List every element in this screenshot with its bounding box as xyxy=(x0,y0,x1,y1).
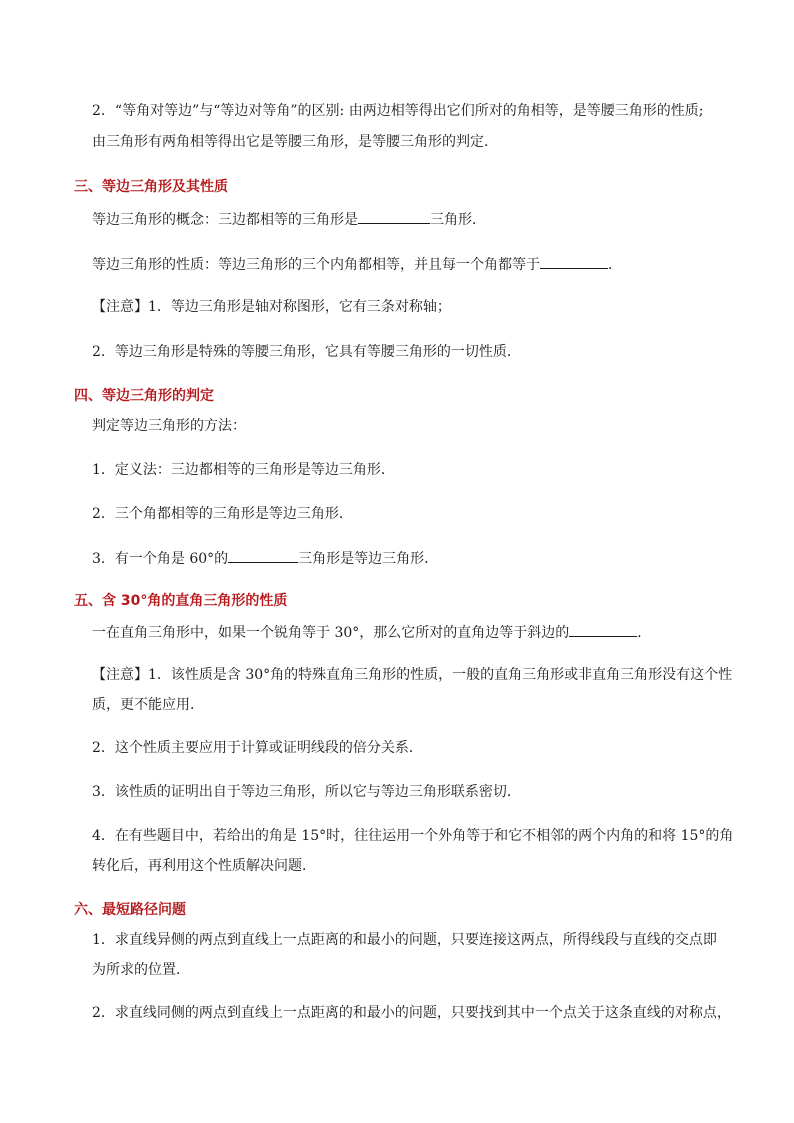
note-line: 转化后，再利用这个性质解决问题． xyxy=(92,858,316,874)
statement-line xyxy=(92,621,651,643)
paragraph-line: 2．求直线同侧的两点到直线上一点距离的和最小的问题，只要找到其中一个点关于这条直线的对称点， xyxy=(92,1005,731,1021)
concept-text-end: 三角形． xyxy=(430,212,486,228)
note-line: 【注意】1．该性质是含 30°角的特殊直角三角形的性质，一般的直角三角形或非直角三角形没有这个性 xyxy=(92,667,733,683)
fill-blank xyxy=(569,621,637,637)
section-heading-5: 五、含 30°角的直角三角形的性质 xyxy=(74,593,288,609)
note-line: 4．在有些题目中，若给出的角是 15°时，往往运用一个外角等于和它不相邻的两个内角的和将 15°的角 xyxy=(92,828,734,844)
concept-line xyxy=(92,208,486,230)
paragraph-line: 由三角形有两角相等得出它是等腰三角形，是等腰三角形的判定． xyxy=(92,134,498,150)
paragraph-line: 2．“等角对等边”与“等边对等角”的区别: 由两边相等得出它们所对的角相等，是等腰三角形的性质; xyxy=(92,103,704,119)
section-heading-4: 四、等边三角形的判定 xyxy=(74,388,214,404)
paragraph-line: 判定等边三角形的方法： xyxy=(92,418,246,434)
fill-blank xyxy=(540,253,608,269)
paragraph-line: 为所求的位置． xyxy=(92,962,190,978)
fill-blank xyxy=(358,208,430,224)
section-heading-6: 六、最短路径问题 xyxy=(74,902,186,918)
property-text-end: ． xyxy=(608,257,622,273)
note-line: 质，更不能应用． xyxy=(92,697,204,713)
method-line xyxy=(92,547,438,569)
property-line xyxy=(92,253,622,275)
method-line: 1．定义法：三边都相等的三角形是等边三角形． xyxy=(92,462,395,478)
statement-text: 一在直角三角形中，如果一个锐角等于 30°，那么它所对的直角边等于斜边的 xyxy=(92,625,570,641)
section-heading-3: 三、等边三角形及其性质 xyxy=(74,179,228,195)
method-text-end: 三角形是等边三角形． xyxy=(298,551,439,567)
note-line: 【注意】1．等边三角形是轴对称图形，它有三条对称轴； xyxy=(92,299,451,315)
statement-text-end: ． xyxy=(637,625,652,641)
note-line: 2．这个性质主要应用于计算或证明线段的倍分关系． xyxy=(92,740,423,756)
method-line: 2．三个角都相等的三角形是等边三角形． xyxy=(92,506,353,522)
paragraph-line: 1．求直线异侧的两点到直线上一点距离的和最小的问题，只要连接这两点，所得线段与直线的交点即 xyxy=(92,932,717,948)
note-line: 3．该性质的证明出自于等边三角形，所以它与等边三角形联系密切． xyxy=(92,784,521,800)
note-line: 2．等边三角形是特殊的等腰三角形，它具有等腰三角形的一切性质． xyxy=(92,344,521,360)
fill-blank xyxy=(228,547,298,563)
property-text: 等边三角形的性质：等边三角形的三个内角都相等，并且每一个角都等于 xyxy=(92,257,540,273)
method-text: 3．有一个角是 60°的 xyxy=(92,551,229,567)
concept-text: 等边三角形的概念：三边都相等的三角形是 xyxy=(92,212,358,228)
